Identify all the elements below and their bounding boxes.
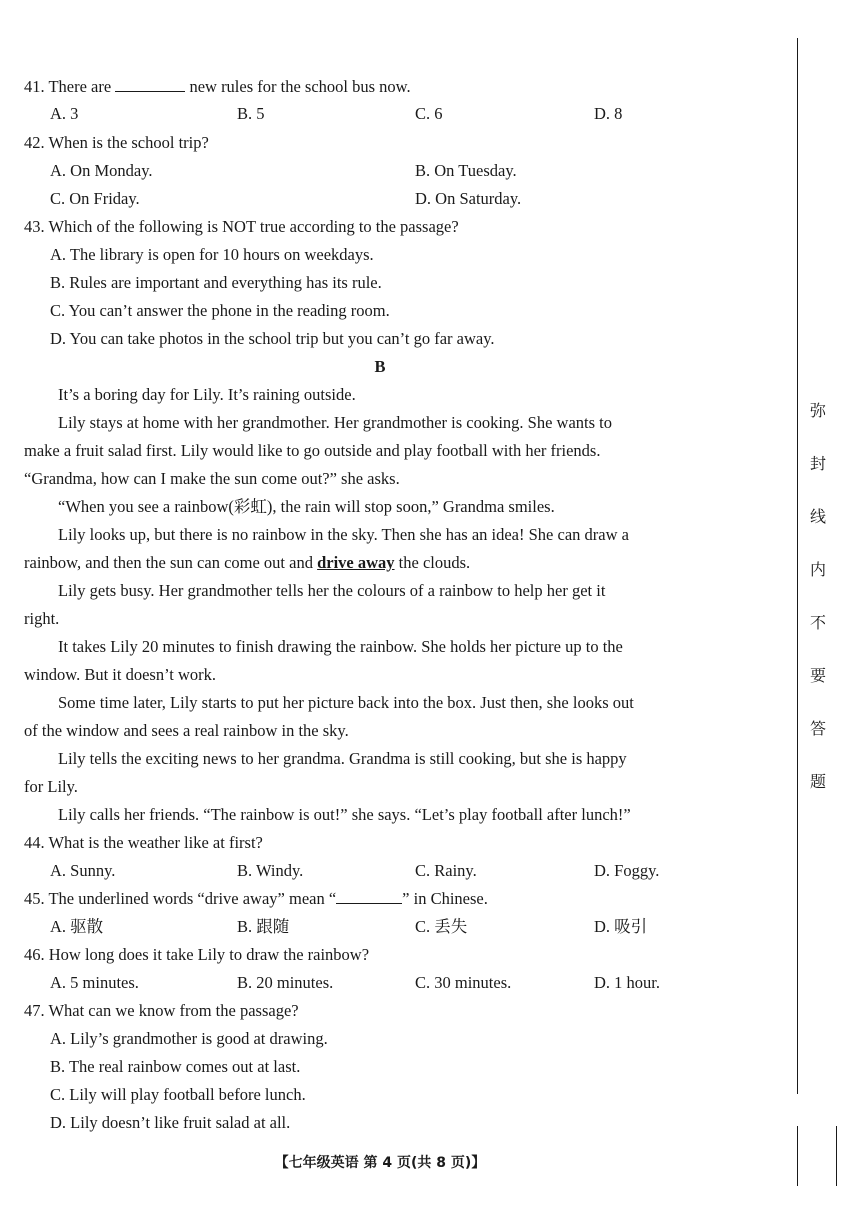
option-47-a: A. Lily’s grandmother is good at drawing. (50, 1029, 328, 1048)
passage-line: It’s a boring day for Lily. It’s raining outside. (58, 385, 356, 404)
binding-margin-line (797, 1126, 798, 1186)
passage-line: of the window and sees a real rainbow in the sky. (24, 721, 349, 740)
option-41-c: C. 6 (415, 104, 443, 123)
margin-char: 弥 (809, 401, 826, 420)
passage-line: Lily tells the exciting news to her grandma. Grandma is still cooking, but she is happy (58, 749, 627, 768)
option-45-a: A. 驱散 (50, 917, 104, 936)
passage-line: Some time later, Lily starts to put her picture back into the box. Just then, she looks out (58, 693, 634, 712)
option-45-d: D. 吸引 (594, 917, 648, 936)
option-42-b: B. On Tuesday. (415, 161, 517, 180)
binding-margin-line (797, 38, 798, 1094)
option-43-a: A. The library is open for 10 hours on weekdays. (50, 245, 374, 264)
underlined-phrase: drive away (317, 553, 395, 572)
margin-char: 要 (809, 666, 826, 685)
question-41-stem-end: new rules for the school bus now. (189, 77, 411, 96)
option-47-c: C. Lily will play football before lunch. (50, 1085, 306, 1104)
option-44-b: B. Windy. (237, 861, 304, 880)
option-41-b: B. 5 (237, 104, 265, 123)
passage-text: the clouds. (398, 553, 471, 572)
option-47-d: D. Lily doesn’t like fruit salad at all. (50, 1113, 291, 1132)
question-45-stem-start: 45. The underlined words “drive away” mean “ (24, 889, 337, 908)
page-footer: 【七年级英语 第 4 页(共 8 页)】 (274, 1155, 486, 1171)
option-43-d: D. You can take photos in the school trip but you can’t go far away. (50, 329, 495, 348)
margin-char: 题 (809, 772, 826, 791)
option-42-c: C. On Friday. (50, 189, 140, 208)
margin-char: 答 (809, 719, 826, 738)
option-46-d: D. 1 hour. (594, 973, 660, 992)
option-41-d: D. 8 (594, 104, 623, 123)
option-42-a: A. On Monday. (50, 161, 153, 180)
option-45-b: B. 跟随 (237, 917, 290, 936)
option-43-b: B. Rules are important and everything has its rule. (50, 273, 382, 292)
option-45-c: C. 丢失 (415, 917, 468, 936)
question-42-stem: 42. When is the school trip? (24, 133, 209, 152)
passage-line (24, 553, 470, 573)
question-46-stem: 46. How long does it take Lily to draw the rainbow? (24, 945, 370, 964)
passage-line: “When you see a rainbow(彩虹), the rain will stop soon,” Grandma smiles. (58, 497, 555, 516)
option-47-b: B. The real rainbow comes out at last. (50, 1057, 301, 1076)
margin-char: 封 (809, 454, 826, 473)
option-41-a: A. 3 (50, 104, 79, 123)
passage-line: Lily stays at home with her grandmother. Her grandmother is cooking. She wants to (58, 413, 613, 432)
option-46-c: C. 30 minutes. (415, 973, 512, 992)
option-46-a: A. 5 minutes. (50, 973, 139, 992)
question-44-stem: 44. What is the weather like at first? (24, 833, 263, 852)
margin-char: 线 (809, 507, 826, 526)
answer-blank (115, 77, 185, 92)
option-44-c: C. Rainy. (415, 861, 477, 880)
option-46-b: B. 20 minutes. (237, 973, 334, 992)
question-41-stem-start: 41. There are (24, 77, 112, 96)
question-45-stem-end: ” in Chinese. (402, 889, 488, 908)
passage-line: window. But it doesn’t work. (24, 665, 217, 684)
question-41-stem (24, 77, 411, 97)
passage-line: for Lily. (24, 777, 78, 796)
passage-line: “Grandma, how can I make the sun come out?” she asks. (24, 469, 400, 488)
question-43-stem: 43. Which of the following is NOT true according to the passage? (24, 217, 459, 236)
margin-char: 内 (809, 560, 826, 579)
binding-margin-line (836, 1126, 837, 1186)
answer-blank (336, 889, 402, 904)
question-47-stem: 47. What can we know from the passage? (24, 1001, 299, 1020)
option-42-d: D. On Saturday. (415, 189, 522, 208)
passage-text: rainbow, and then the sun can come out and (24, 553, 313, 572)
option-44-a: A. Sunny. (50, 861, 116, 880)
option-43-c: C. You can’t answer the phone in the reading room. (50, 301, 390, 320)
passage-line: It takes Lily 20 minutes to finish drawing the rainbow. She holds her picture up to the (58, 637, 623, 656)
passage-line: make a fruit salad first. Lily would like to go outside and play football with her friends. (24, 441, 601, 460)
question-45-stem (24, 889, 488, 909)
option-44-d: D. Foggy. (594, 861, 660, 880)
margin-char: 不 (809, 613, 826, 632)
passage-line: Lily gets busy. Her grandmother tells her the colours of a rainbow to help her get it (58, 581, 606, 600)
section-title-b: B (374, 357, 386, 376)
passage-line: Lily calls her friends. “The rainbow is out!” she says. “Let’s play football after lunch!” (58, 805, 631, 824)
passage-line: right. (24, 609, 60, 628)
passage-line: Lily looks up, but there is no rainbow in the sky. Then she has an idea! She can draw a (58, 525, 629, 544)
binding-margin-notice (806, 398, 830, 822)
